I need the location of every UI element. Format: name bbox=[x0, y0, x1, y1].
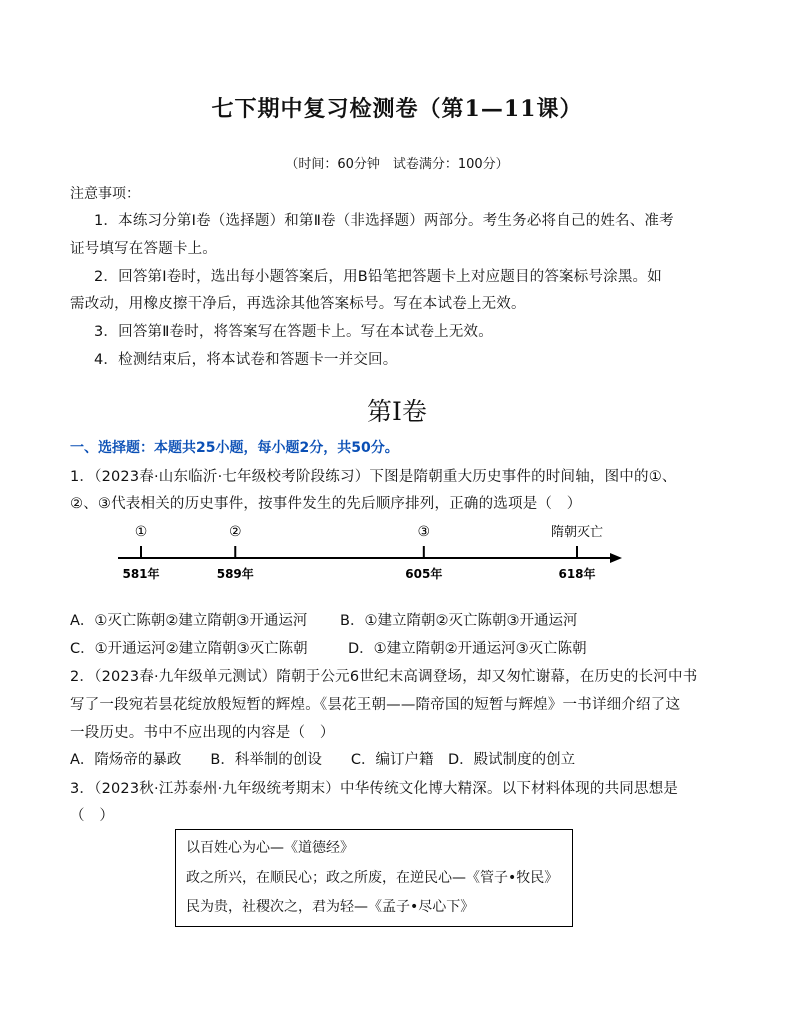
note-line-1: 1．本练习分第Ⅰ卷（选择题）和第Ⅱ卷（非选择题）两部分。考生务必将自己的姓名、准考 bbox=[94, 213, 674, 229]
q3-line-1: 3．（2023秋·江苏泰州·九年级统考期末）中华传统文化博大精深。以下材料体现的共同思想是 bbox=[70, 781, 679, 797]
part-heading: 一、选择题：本题共25小题，每小题2分，共50分。 bbox=[70, 440, 399, 456]
timeline-year-2: 589年 bbox=[216, 567, 254, 581]
note-line-4: 需改动，用橡皮擦干净后，再选涂其他答案标号。写在本试卷上无效。 bbox=[70, 296, 526, 312]
timeline-figure bbox=[110, 518, 630, 588]
timeline-arrow-icon bbox=[610, 553, 622, 563]
notes-heading: 注意事项： bbox=[70, 186, 140, 202]
q2-options: A．隋炀帝的暴政 B．科举制的创设 C．编订户籍 D．殿试制度的创立 bbox=[70, 752, 576, 768]
timeline-marker-4: 隋朝灭亡 bbox=[550, 525, 604, 540]
quote-line-2: 政之所兴，在顺民心；政之所废，在逆民心—《管子•牧民》 bbox=[186, 870, 559, 886]
q2-line-3: 一段历史。书中不应出现的内容是（ ） bbox=[70, 725, 335, 741]
q1-line-1: 1．（2023春·山东临沂·七年级校考阶段练习）下图是隋朝重大历史事件的时间轴，图中的①、 bbox=[70, 469, 677, 485]
q1-option-a: A．①灭亡陈朝②建立隋朝③开通运河 bbox=[70, 613, 308, 629]
note-line-2: 证号填写在答题卡上。 bbox=[70, 241, 217, 257]
q2-line-2: 写了一段宛若昙花绽放般短暂的辉煌。《昙花王朝——隋帝国的短暂与辉煌》一书详细介绍了这 bbox=[70, 697, 681, 713]
timeline-year-1: 581年 bbox=[122, 567, 160, 581]
quote-line-1: 以百姓心为心—《道德经》 bbox=[186, 840, 354, 856]
note-line-5: 3．回答第Ⅱ卷时，将答案写在答题卡上。写在本试卷上无效。 bbox=[94, 324, 493, 340]
section-title: 第Ⅰ卷 bbox=[367, 397, 427, 426]
q2-line-1: 2．（2023春·九年级单元测试）隋朝于公元6世纪末高调登场，却又匆忙谢幕，在历史的长河中书 bbox=[70, 669, 698, 685]
quote-box bbox=[175, 829, 573, 927]
q1-option-b: B．①建立隋朝②灭亡陈朝③开通运河 bbox=[340, 613, 578, 629]
timeline-year-3: 605年 bbox=[405, 567, 443, 581]
timeline-marker-3: ③ bbox=[417, 524, 431, 540]
q3-line-2: （ ） bbox=[70, 808, 115, 824]
quote-line-3: 民为贵，社稷次之，君为轻—《孟子•尽心下》 bbox=[186, 899, 475, 915]
timeline-marker-1: ① bbox=[134, 524, 148, 540]
timeline-marker-2: ② bbox=[228, 524, 242, 540]
page-title: 七下期中复习检测卷（第1—11课） bbox=[211, 96, 583, 122]
exam-time-info: （时间：60分钟 试卷满分：100分） bbox=[285, 157, 509, 172]
note-line-3: 2．回答第Ⅰ卷时，选出每小题答案后，用B铅笔把答题卡上对应题目的答案标号涂黑。如 bbox=[94, 269, 662, 285]
note-line-6: 4．检测结束后，将本试卷和答题卡一并交回。 bbox=[94, 352, 398, 368]
q1-option-d: D．①建立隋朝②开通运河③灭亡陈朝 bbox=[348, 641, 587, 657]
q1-option-c: C．①开通运河②建立隋朝③灭亡陈朝 bbox=[70, 641, 308, 657]
q1-line-2: ②、③代表相关的历史事件，按事件发生的先后顺序排列，正确的选项是（ ） bbox=[70, 496, 582, 512]
timeline-year-4: 618年 bbox=[558, 567, 596, 581]
